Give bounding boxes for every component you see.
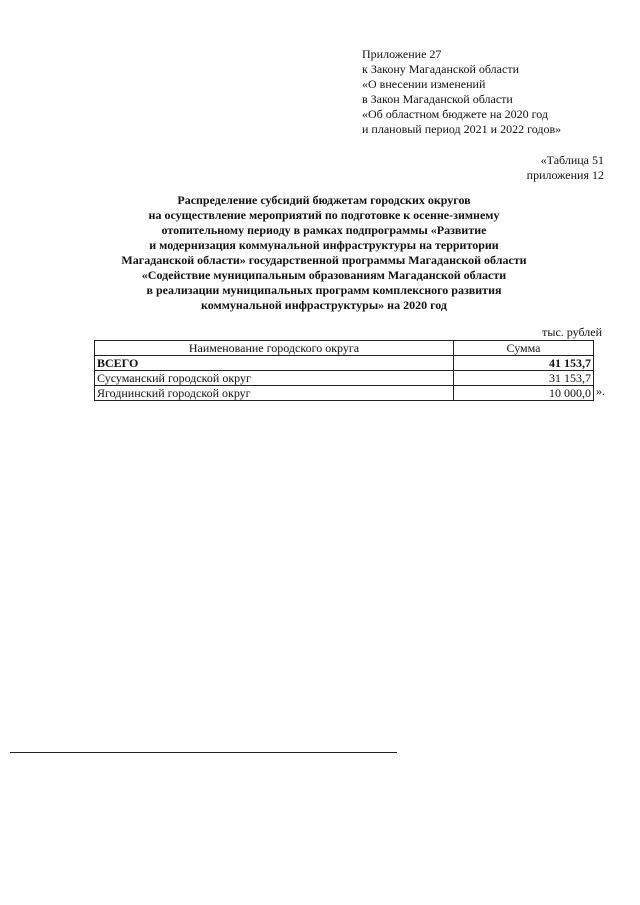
- title-line: в реализации муниципальных программ комплексного развития: [146, 283, 502, 297]
- title-line: коммунальной инфраструктуры» на 2020 год: [201, 298, 447, 312]
- table-total-row: [95, 356, 594, 371]
- appendix-line: «Об областном бюджете на 2020 год: [362, 107, 548, 121]
- table-row: [95, 386, 594, 401]
- row-sum: 10 000,0: [454, 386, 594, 401]
- title-line: на осуществление мероприятий по подготовке к осенне-зимнему: [148, 208, 500, 222]
- header-name: Наименование городского округа: [95, 341, 454, 356]
- document-title: [80, 193, 568, 313]
- title-line: и модернизация коммунальной инфраструктуры на территории: [149, 238, 499, 252]
- subsidy-table: [94, 340, 594, 401]
- row-name: Ягоднинский городской округ: [95, 386, 454, 401]
- appendix-line: «О внесении изменений: [362, 77, 486, 91]
- appendix-line: и плановый период 2021 и 2022 годов»: [362, 122, 562, 136]
- appendix-header: [362, 47, 632, 137]
- appendix-line: к Закону Магаданской области: [362, 62, 519, 76]
- title-line: Распределение субсидий бюджетам городских округов: [177, 193, 471, 207]
- appendix-line: в Закон Магаданской области: [362, 92, 513, 106]
- header-sum: Сумма: [454, 341, 594, 356]
- appendix-line: Приложение 27: [362, 47, 442, 61]
- units-label: тыс. рублей: [542, 325, 602, 339]
- row-sum: 31 153,7: [454, 371, 594, 386]
- total-label: ВСЕГО: [95, 356, 454, 371]
- table-reference: [527, 153, 604, 183]
- table-row: [95, 371, 594, 386]
- table-reference-line: приложения 12: [526, 168, 604, 182]
- title-line: «Содействие муниципальным образованиям Магаданской области: [141, 268, 507, 282]
- total-sum: 41 153,7: [454, 356, 594, 371]
- table-reference-line: «Таблица 51: [540, 153, 604, 167]
- closing-quote-mark: ».: [596, 384, 605, 398]
- title-line: отопительному периоду в рамках подпрограммы «Развитие: [161, 223, 487, 237]
- footnote-divider: [10, 752, 397, 753]
- row-name: Сусуманский городской округ: [95, 371, 454, 386]
- title-line: Магаданской области» государственной программы Магаданской области: [121, 253, 527, 267]
- table-header-row: [95, 341, 594, 356]
